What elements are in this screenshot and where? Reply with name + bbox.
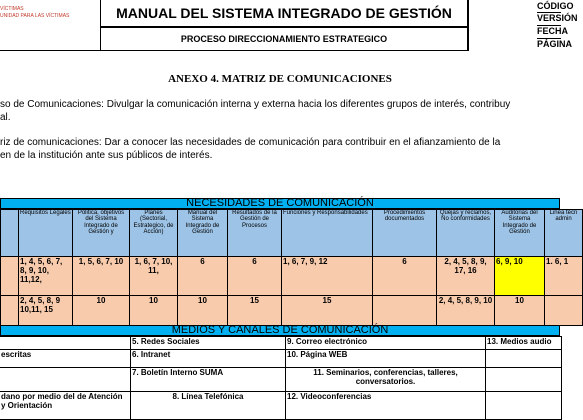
table-cell: 9. Correo electrónico (286, 337, 486, 350)
table-cell: 2, 4, 5, 8, 9 10,11, 15 (19, 296, 73, 326)
divider (468, 0, 469, 51)
logo: VÍCTIMAS UNIDAD PARA LAS VÍCTIMAS (0, 6, 70, 19)
table-cell: 10. Página WEB (286, 350, 486, 368)
table-cell (486, 368, 562, 392)
table-cell: 15 (228, 296, 282, 326)
table-header-row (1, 210, 583, 257)
table-row (1, 257, 583, 296)
table-cell (486, 350, 562, 368)
table-header-cell: Resultados de la Gestión de Procesos (228, 210, 282, 257)
needs-band-title: NECESIDADES DE COMUNICACIÓN (0, 198, 560, 209)
table-cell: 10 (73, 296, 130, 326)
table-header-cell: Manual del Sistema Integrado de Gestión (178, 210, 228, 257)
table-cell: 6 (178, 257, 228, 296)
table-cell: 1, 6, 7, 9, 12 (282, 257, 373, 296)
table-cell (0, 368, 131, 392)
table-row (0, 368, 562, 392)
paragraph-line: al. (0, 112, 11, 123)
document-title: MANUAL DEL SISTEMA INTEGRADO DE GESTIÓN (100, 0, 468, 27)
table-cell: 8. Línea Telefónica (131, 392, 286, 420)
table-header-cell: Funciones y Responsabilidades (282, 210, 373, 257)
table-cell: 15 (282, 296, 373, 326)
table-header-cell: Procedimientos documentados (373, 210, 437, 257)
table-cell (545, 296, 583, 326)
table-cell: 13. Medios audio (486, 337, 562, 350)
meta-code: CÓDIGO (537, 1, 574, 11)
media-table (0, 336, 562, 420)
table-cell: 10 (130, 296, 178, 326)
table-cell: 11. Seminarios, conferencias, talleres, conversatorios. (286, 368, 486, 392)
table-header-cell: Linea técn admin (545, 210, 583, 257)
table-header-cell (1, 210, 19, 257)
table-row (0, 392, 562, 420)
table-cell: 10 (495, 296, 545, 326)
table-cell (373, 296, 437, 326)
table-cell: 6 (228, 257, 282, 296)
table-cell: 6, 9, 10 (495, 257, 545, 296)
paragraph-line: en de la institución ante sus públicos de interés. (0, 150, 213, 161)
table-header-cell: Planes (Sectorial, Estrategico, de Acción) (130, 210, 178, 257)
needs-table (0, 209, 583, 326)
header-logo-cell (0, 0, 100, 51)
table-cell: 7. Boletín Interno SUMA (131, 368, 286, 392)
table-cell: 1, 5, 6, 7, 10 (73, 257, 130, 296)
annex-title: ANEXO 4. MATRIZ DE COMUNICACIONES (168, 73, 392, 85)
table-cell: 2, 4, 5, 8, 9, 17, 16 (437, 257, 495, 296)
meta-date: FECHA (537, 26, 568, 36)
table-cell: 5. Redes Sociales (131, 337, 286, 350)
meta-version: VERSIÓN (537, 13, 578, 23)
table-cell: escritas (0, 350, 131, 368)
table-cell: 6 (373, 257, 437, 296)
table-cell: 12. Videoconferencias (286, 392, 486, 420)
header-meta-cell (468, 0, 578, 51)
table-header-cell: Auditorias del Sistema Integrado de Gestión (495, 210, 545, 257)
table-cell (1, 257, 19, 296)
table-header-cell: Requisitos Legales (19, 210, 73, 257)
table-cell: dano por medio del de Atención y Orientación (0, 392, 131, 420)
table-row (1, 296, 583, 326)
table-cell (0, 337, 131, 350)
media-band-title: MEDIOS Y CANALES DE COMUNICACIÓN (0, 325, 560, 336)
document-subtitle: PROCESO DIRECCIONAMIENTO ESTRATEGICO (100, 27, 468, 51)
meta-page: PÁGINA (537, 39, 573, 49)
table-header-cell: Quejas y reclamos, No conformidades (437, 210, 495, 257)
table-cell (1, 296, 19, 326)
table-cell: 1, 6, 7, 10, 11, (130, 257, 178, 296)
table-row (0, 350, 562, 368)
table-cell: 2, 4, 5, 8, 9, 10 (437, 296, 495, 326)
paragraph-line: so de Comunicaciones: Divulgar la comunicación interna y externa hacia los diferentes grupos de interés, contribuy (0, 99, 511, 110)
table-cell: 1, 4, 5, 6, 7, 8, 9, 10, 11,12, (19, 257, 73, 296)
table-cell: 6. Intranet (131, 350, 286, 368)
paragraph-line: riz de comunicaciones: Dar a conocer las necesidades de comunicación para contribuir en el afianzamiento de la (0, 137, 501, 148)
table-row (0, 337, 562, 350)
table-header-cell: Politica, objetivos del Sistema Integrado de Gestión y (73, 210, 130, 257)
table-cell: 1. 6, 1 (545, 257, 583, 296)
table-cell (486, 392, 562, 420)
table-cell: 10 (178, 296, 228, 326)
